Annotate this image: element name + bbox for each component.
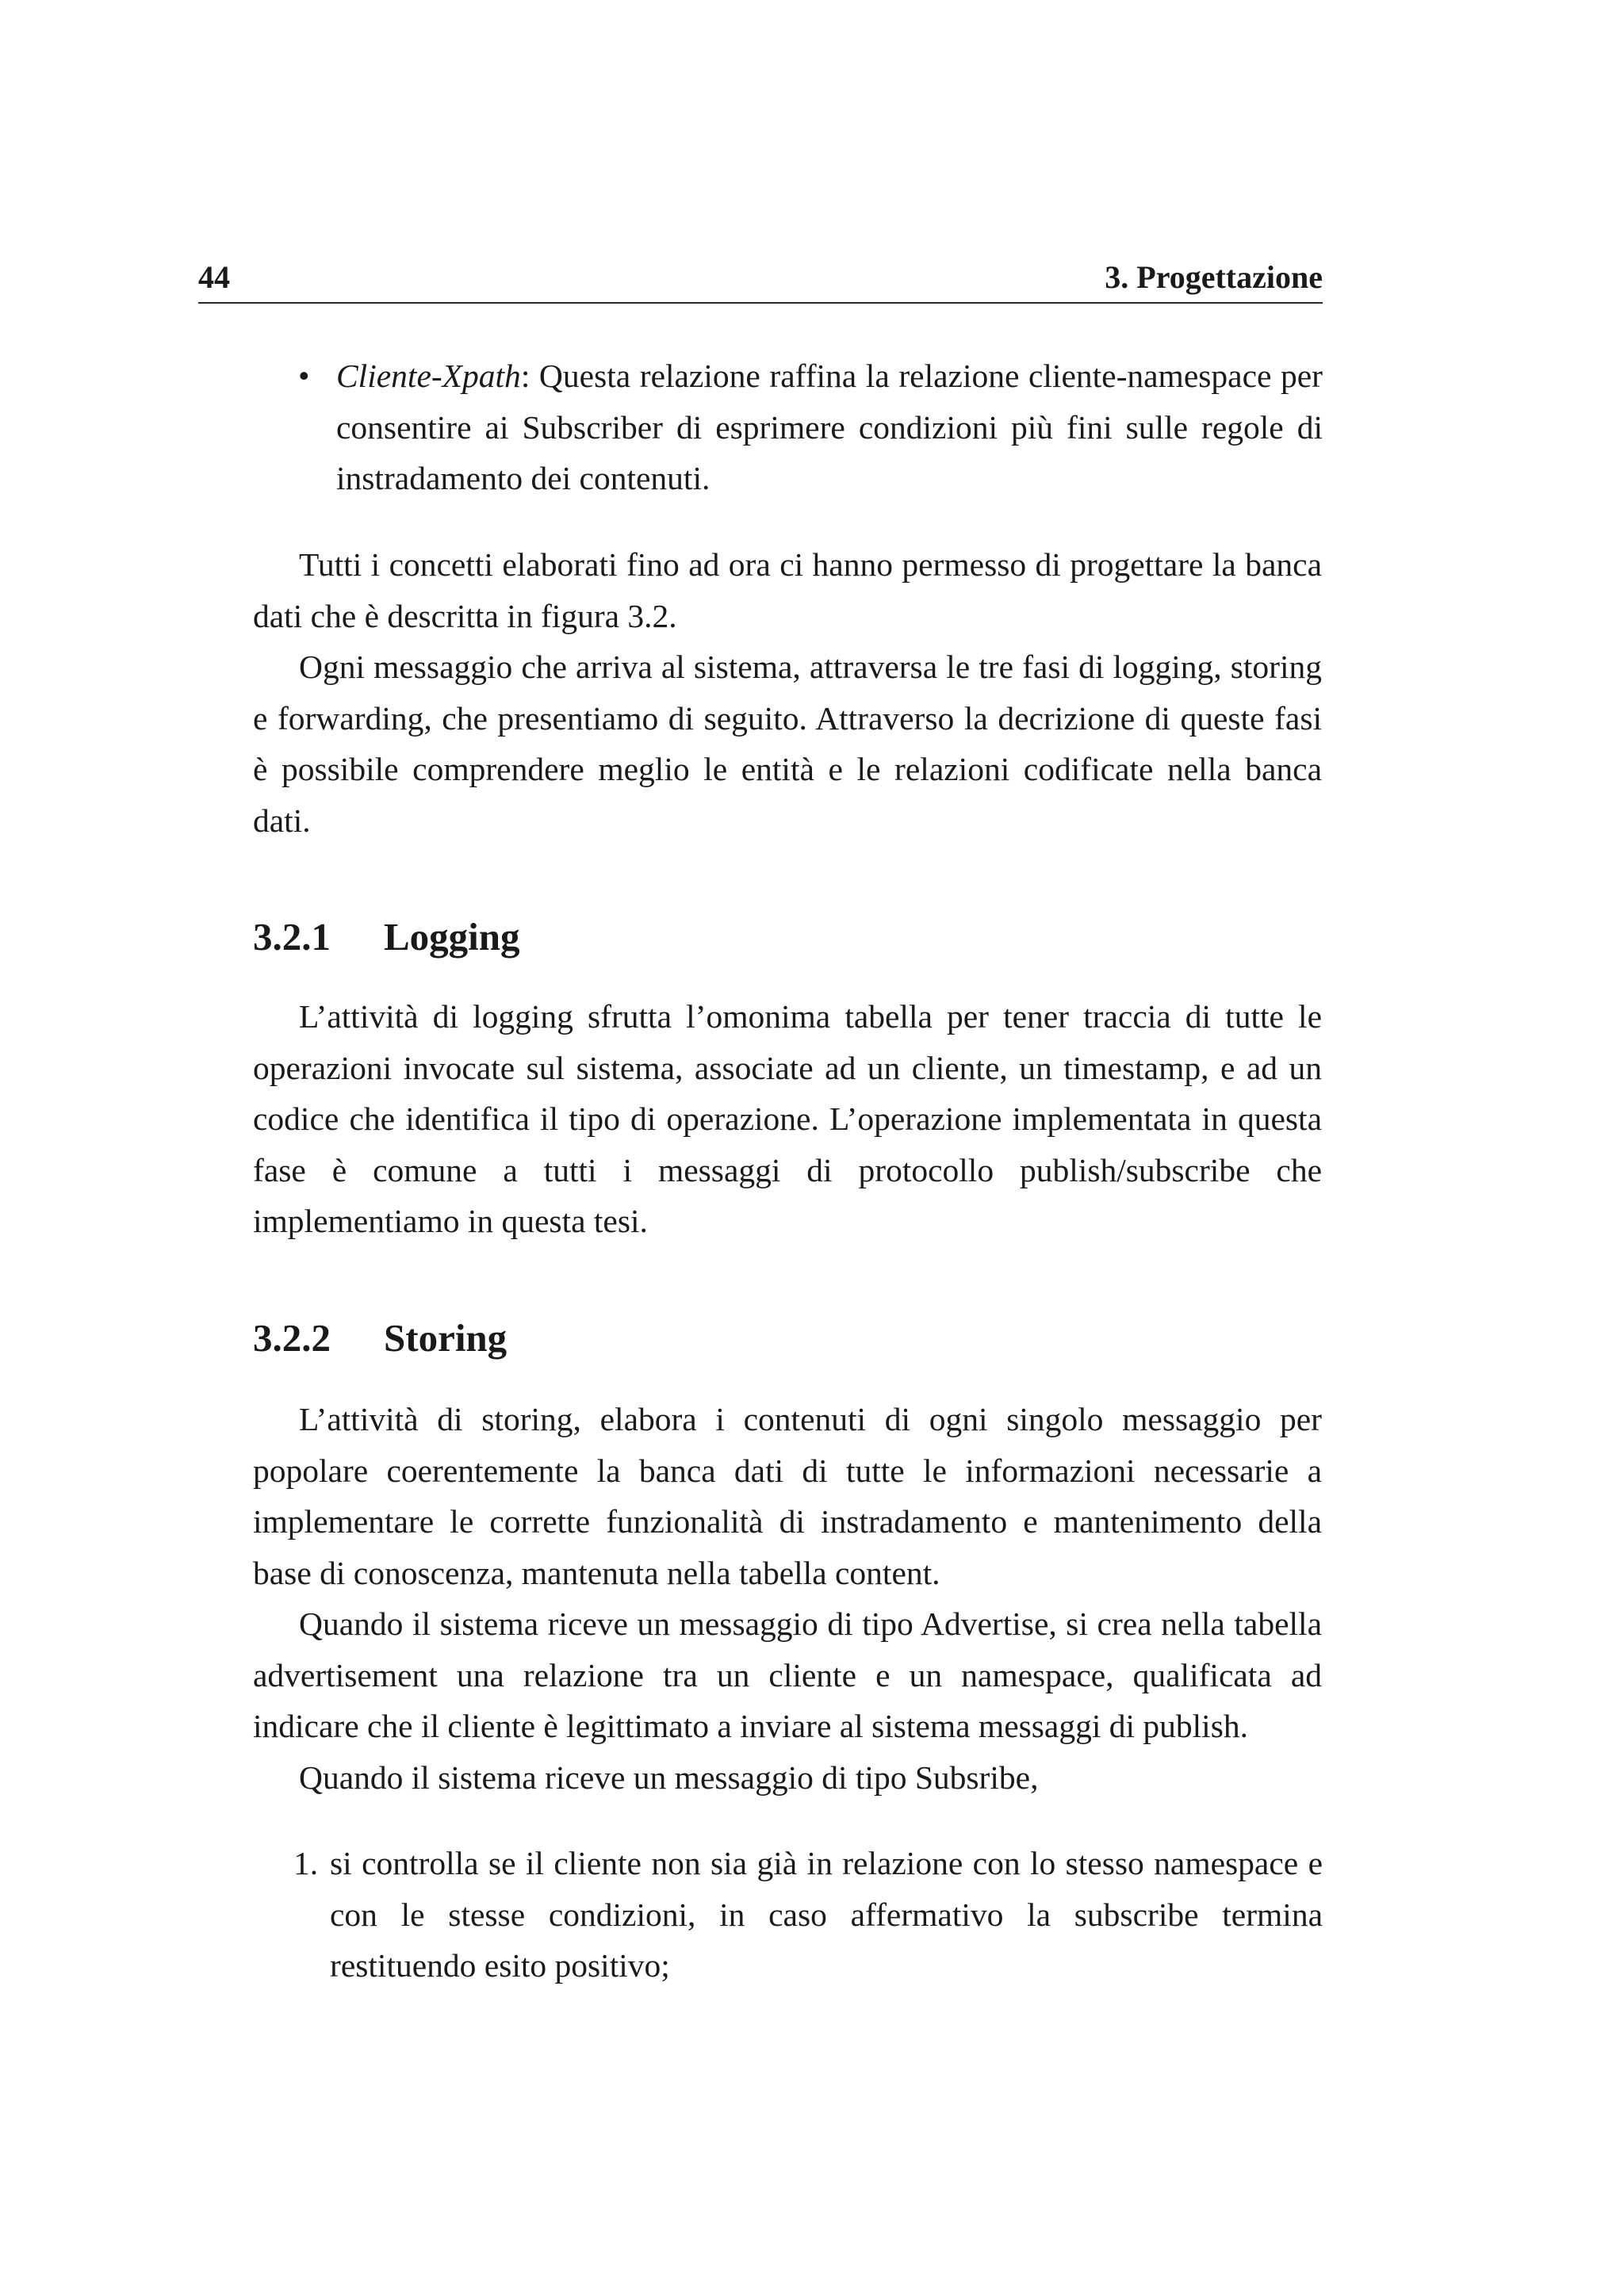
list-item xyxy=(300,350,1323,504)
bullet-term: Cliente-Xpath xyxy=(336,358,521,394)
running-head: 3. Progettazione xyxy=(1105,259,1323,295)
page-number: 44 xyxy=(198,259,230,295)
paragraph: Ogni messaggio che arriva al sistema, attraversa le tre fasi di logging, storing e forwarding, che presentiamo di seguito. Attraverso la decrizione di queste fasi è possibile comprendere meglio le entità e le relazioni codificate nella banca dati. xyxy=(253,649,1322,839)
numbered-list xyxy=(293,1838,1323,1992)
bullet-list xyxy=(300,350,1323,504)
paragraph: L’attività di storing, elabora i contenuti di ogni singolo messaggio per popolare coerentemente la banca dati di tutte le informazioni necessarie a implementare le corrette funzionalità di instradamento e mantenimento della base di conoscenza, mantenuta nella tabella content. xyxy=(253,1401,1322,1591)
section-body xyxy=(253,991,1322,1247)
intro-text xyxy=(253,539,1322,846)
list-marker: 1. xyxy=(293,1845,319,1881)
bullet-icon: • xyxy=(298,358,310,394)
section-title: Logging xyxy=(384,915,520,959)
section-title: Storing xyxy=(384,1316,508,1360)
paragraph: Quando il sistema riceve un messaggio di tipo Advertise, si crea nella tabella advertisement una relazione tra un cliente e un namespace, qualificata ad indicare che il cliente è legittimato a inviare al sistema messaggi di publish. xyxy=(253,1605,1322,1744)
list-item xyxy=(293,1838,1323,1992)
paragraph: L’attività di logging sfrutta l’omonima tabella per tener traccia di tutte le operazioni invocate sul sistema, associate ad un cliente, un timestamp, e ad un codice che identifica il tipo di operazione. L’operazione implementata in questa fase è comune a tutti i messaggi di protocollo publish/subscribe che implementiamo in questa tesi. xyxy=(253,998,1322,1239)
section-heading xyxy=(253,1314,507,1362)
section-number: 3.2.2 xyxy=(253,1316,331,1360)
bullet-text: : Questa relazione raffina la relazione cliente-namespace per consentire ai Subscriber di esprimere condizioni più fini sulle regole di instradamento dei contenuti. xyxy=(336,358,1323,496)
section-body xyxy=(253,1394,1322,1803)
section-heading xyxy=(253,913,520,961)
page-header xyxy=(198,258,1323,304)
paragraph: Quando il sistema riceve un messaggio di tipo Subsribe, xyxy=(299,1758,1039,1796)
list-item-text: si controlla se il cliente non sia già in relazione con lo stesso namespace e con le stesse condizioni, in caso affermativo la subscribe termina restituendo esito positivo; xyxy=(330,1845,1323,1984)
section-number: 3.2.1 xyxy=(253,915,331,959)
paragraph: Tutti i concetti elaborati fino ad ora ci hanno permesso di progettare la banca dati che è descritta in figura 3.2. xyxy=(253,546,1322,634)
